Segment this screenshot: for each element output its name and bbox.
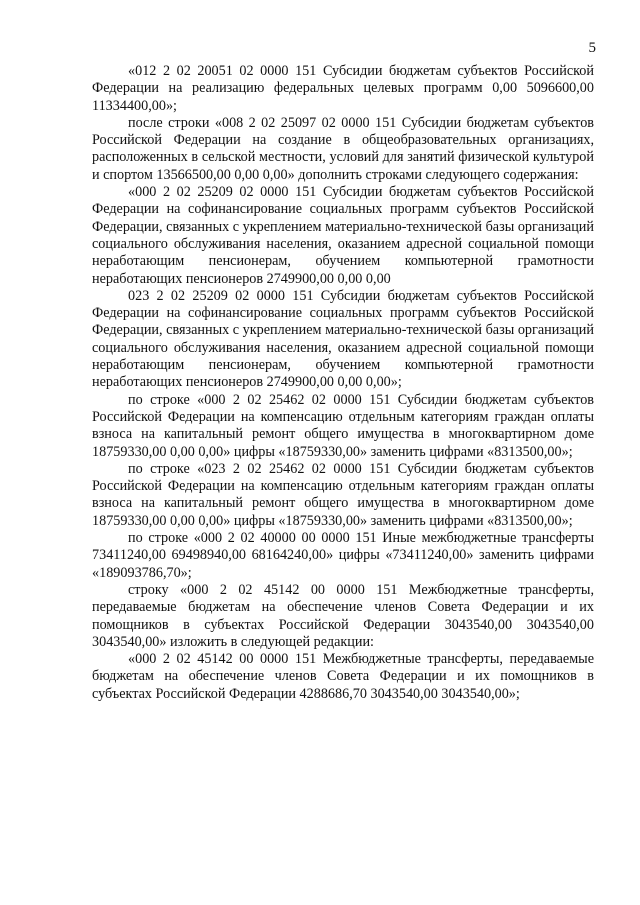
paragraph-5: по строке «000 2 02 25462 02 0000 151 Субсидии бюджетам субъектов Российской Федерации на компенсацию отдельным категориям граждан оплаты взноса на капитальный ремонт общего имущества в многоквартирном доме 18759330,00 0,00 0,00» цифры «18759330,00» заменить цифрами «8313500,00»; (92, 391, 594, 460)
paragraph-9: «000 2 02 45142 00 0000 151 Межбюджетные трансферты, передаваемые бюджетам на обеспечение членов Совета Федерации и их помощников в субъектах Российской Федерации 4288686,70 3043540,00 3043540,00»; (92, 651, 594, 702)
page-number: 5 (588, 40, 596, 56)
paragraph-1: «012 2 02 20051 02 0000 151 Субсидии бюджетам субъектов Российской Федерации на реализацию федеральных целевых программ 0,00 5096600,00 11334400,00»; (92, 63, 594, 114)
paragraph-3: «000 2 02 25209 02 0000 151 Субсидии бюджетам субъектов Российской Федерации на софинансирование социальных программ субъектов Российской Федерации, связанных с укреплением материально-технической базы организаций социального обслуживания населения, оказанием адресной социальной помощи неработающим пенсионерам, обучением компьютерной грамотности неработающих пенсионеров 2749900,00 0,00 0,00 (92, 184, 594, 287)
paragraph-2: после строки «008 2 02 25097 02 0000 151 Субсидии бюджетам субъектов Российской Федерации на создание в общеобразовательных организациях, расположенных в сельской местности, условий для занятий физической культурой и спортом 13566500,00 0,00 0,00» дополнить строками следующего содержания: (92, 114, 594, 183)
document-body (92, 63, 594, 703)
paragraph-6: по строке «023 2 02 25462 02 0000 151 Субсидии бюджетам субъектов Российской Федерации на компенсацию отдельным категориям граждан оплаты взноса на капитальный ремонт общего имущества в многоквартирном доме 18759330,00 0,00 0,00» цифры «18759330,00» заменить цифрами «8313500,00»; (92, 460, 594, 529)
paragraph-4: 023 2 02 25209 02 0000 151 Субсидии бюджетам субъектов Российской Федерации на софинансирование социальных программ субъектов Российской Федерации, связанных с укреплением материально-технической базы организаций социального обслуживания населения, оказанием адресной социальной помощи неработающим пенсионерам, обучением компьютерной грамотности неработающих пенсионеров 2749900,00 0,00 0,00»; (92, 287, 594, 391)
paragraph-8: строку «000 2 02 45142 00 0000 151 Межбюджетные трансферты, передаваемые бюджетам на обеспечение членов Совета Федерации и их помощников в субъектах Российской Федерации 3043540,00 3043540,00 3043540,00» изложить в следующей редакции: (92, 581, 594, 650)
paragraph-7: по строке «000 2 02 40000 00 0000 151 Иные межбюджетные трансферты 73411240,00 69498940,00 68164240,00» цифры «73411240,00» заменить цифрами «189093786,70»; (92, 530, 594, 581)
